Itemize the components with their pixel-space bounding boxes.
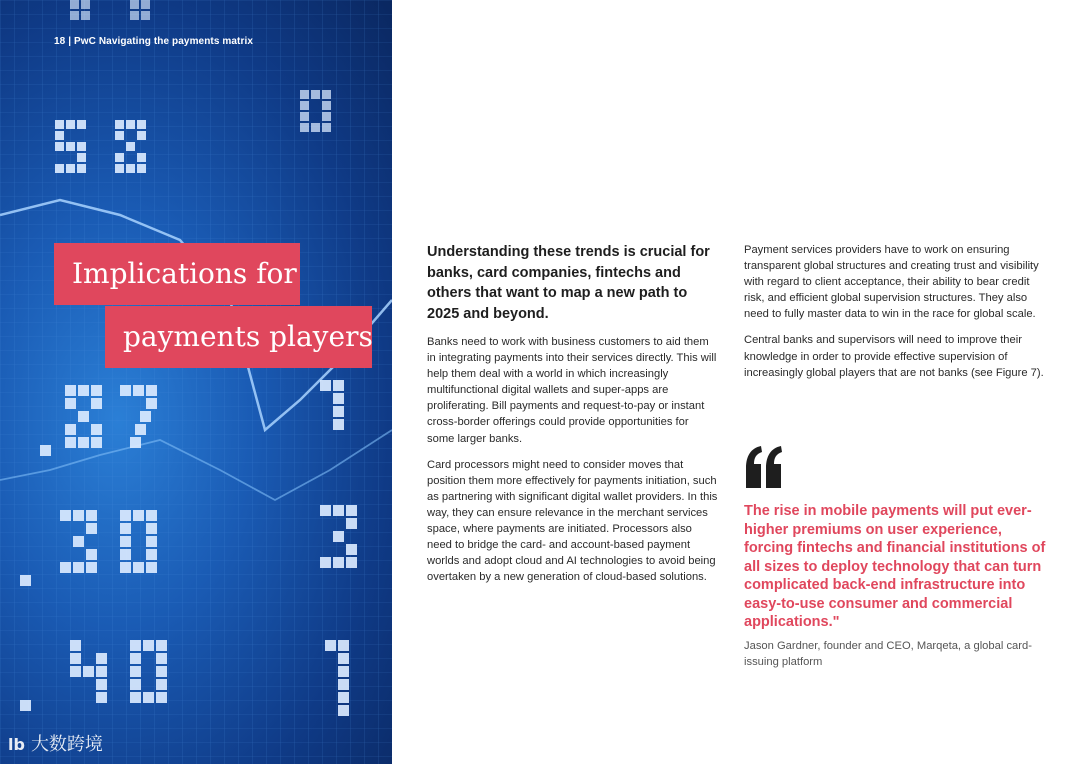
lead-paragraph: Understanding these trends is crucial for banks, card companies, fintechs and others that want to map a new path to 2025 and beyond. (427, 244, 710, 322)
left-text-column (427, 242, 719, 595)
header-separator: | (68, 36, 72, 47)
body-paragraph: Central banks and supervisors will need to improve their knowledge in order to provide effective supervision of increasingly global players that are not banks (see Figure 7). (744, 334, 1044, 379)
watermark-text: 大数跨境 (30, 734, 103, 755)
quote-attribution: Jason Gardner, founder and CEO, Marqeta, a global card-issuing platform (744, 640, 1032, 669)
running-title: PwC Navigating the payments matrix (74, 36, 254, 47)
page-title-line2: payments players (123, 320, 373, 353)
body-paragraph: Banks need to work with business customers to aid them in integrating payments into their services directly. This will help them deal with a world in which increasingly multifunctional digital wallets and super-apps are proliferating. Bill payments and request-to-pay or instant cross-border offerings could provide opportunities for some larger banks. (427, 336, 717, 445)
body-paragraph: Card processors might need to consider moves that position them more effectively for payments initiation, such as partnering with significant digital wallet providers. In this way, they can ensure relevance in the merchant services space, where payments are initiated. Processors also need to bridge the card- and account-based payment worlds and adopt cloud and AI technologies to avoid being overtaken by a new generation of cloud-based solutions. (427, 458, 718, 584)
page-number: 18 (54, 36, 66, 47)
body-paragraph: Payment services providers have to work on ensuring transparent global structures and creating trust and visibility with regard to client acceptance, their ability to bear credit risk, and efficient global supervision structures. They also need to fully master data to win in the race for global scale. (744, 244, 1039, 321)
bg-digit (0, 0, 18, 3)
pull-quote: The rise in mobile payments will put ever-higher premiums on user experience, forcing fintechs and financial institutions of all sizes to deploy technology that can turn complicated back-end infrastructure into easy-to-use consumer and commercial applications." (744, 503, 1046, 630)
page-header (54, 36, 253, 47)
watermark (8, 730, 103, 756)
page-title-line1: Implications for (72, 257, 297, 290)
cover-image-panel (0, 0, 392, 764)
right-text-column (744, 242, 1044, 391)
stock-ticker-background (0, 0, 392, 764)
title-banner-line1 (54, 243, 300, 305)
quotation-mark-icon (744, 444, 784, 488)
title-banner-line2 (105, 306, 372, 368)
watermark-logo-icon: lb (8, 735, 25, 754)
